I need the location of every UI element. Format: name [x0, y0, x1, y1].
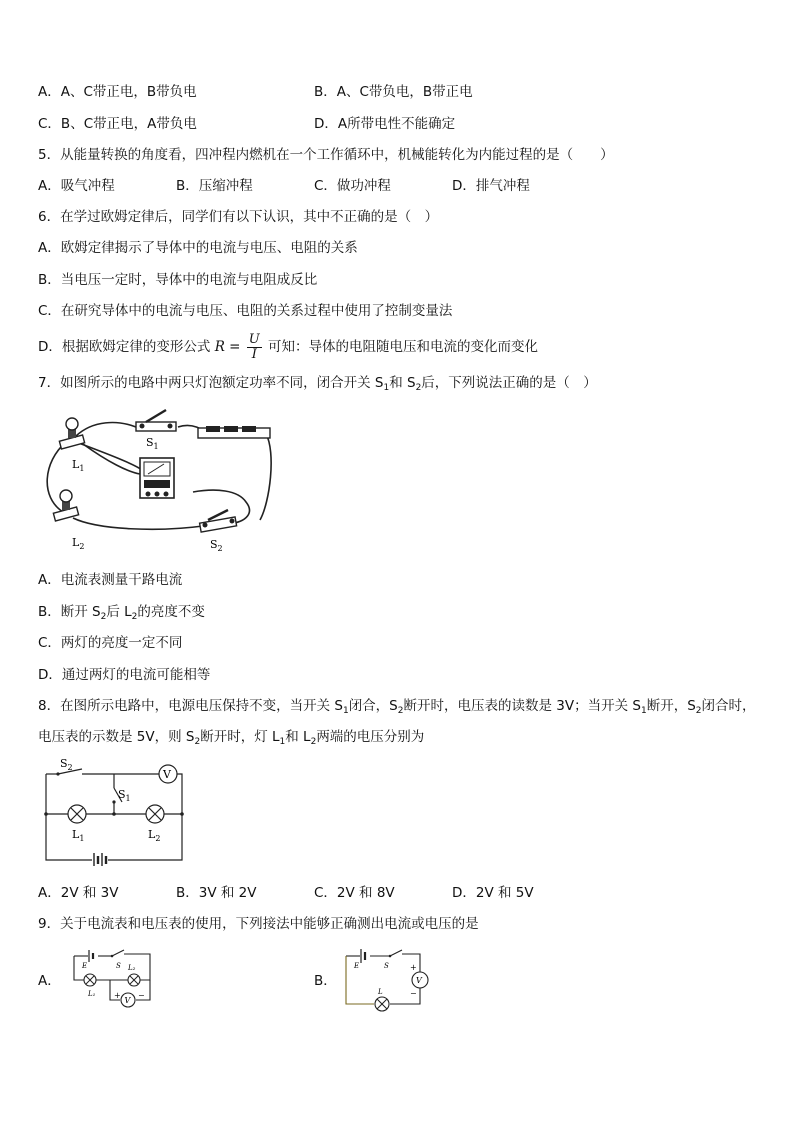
q6-option-c: C．在研究导体中的电流与电压、电阻的关系过程中使用了控制变量法 — [38, 303, 453, 319]
q7-option-b: B．断开 $S_2$后 $L_2$的亮度不变 — [38, 604, 205, 622]
fraction-denominator: I — [251, 346, 257, 362]
ohm-fraction — [247, 333, 262, 362]
lamp-l1-icon — [59, 418, 84, 449]
q9a-label-l1: L₁ — [88, 990, 96, 998]
q7-option-c: C．两灯的亮度一定不同 — [38, 635, 183, 651]
q9a-lamp-l1-icon — [84, 974, 96, 986]
q7-circuit-figure — [38, 402, 278, 554]
q6-option-a: A．欧姆定律揭示了导体中的电流与电压、电阻的关系 — [38, 240, 358, 256]
q9-option-a: A． — [38, 973, 61, 989]
q9a-voltmeter-icon — [121, 993, 135, 1007]
q9a-label-plus: + — [114, 991, 121, 1000]
q8-battery-icon — [94, 853, 106, 866]
q8-option-c: C．2V 和 8V — [314, 885, 395, 901]
q7-fig-label-s2: $S_2$ — [210, 538, 223, 553]
q4-option-d: D．A所带电性不能确定 — [314, 116, 456, 132]
q4-option-b: B．A、C带负电，B带正电 — [314, 84, 473, 100]
q5-option-b: B．压缩冲程 — [176, 178, 253, 194]
q9b-voltmeter-icon — [412, 972, 428, 988]
battery-box-icon — [198, 426, 270, 438]
q9b-lamp-icon — [375, 997, 389, 1011]
q8-fig-label-l1: $L_1$ — [72, 828, 85, 843]
q5-option-a: A．吸气冲程 — [38, 178, 115, 194]
q7-option-a: A．电流表测量干路电流 — [38, 572, 183, 588]
q6-option-d-prefix: D．根据欧姆定律的变形公式 — [38, 339, 211, 355]
q8-fig-label-s1: $S_1$ — [118, 788, 131, 803]
q4-option-a: A．A、C带正电，B带负电 — [38, 84, 197, 100]
q6-stem: 6．在学过欧姆定律后，同学们有以下认识，其中不正确的是（ ） — [38, 209, 439, 225]
ammeter-icon — [140, 458, 174, 498]
q8-lamp-l2-icon — [146, 805, 164, 823]
q9b-label-s: S — [384, 962, 389, 970]
q5-option-c: C．做功冲程 — [314, 178, 391, 194]
q8-fig-label-s2: $S_2$ — [60, 757, 73, 772]
lamp-l2-icon — [53, 490, 78, 521]
q7-stem: 7．如图所示的电路中两只灯泡额定功率不同，闭合开关 $S_1$和 $S_2$后，下列说法正确的是（ ） — [38, 375, 597, 393]
q9b-battery-icon — [361, 949, 365, 963]
q8-fig-label-l2: $L_2$ — [148, 828, 161, 843]
q8-stem-line2: 电压表的示数是 5V，则 $S_2$断开时，灯 $L_1$和 $L_2$两端的电压分别为 — [38, 729, 425, 747]
q7-fig-label-l1: $L_1$ — [72, 458, 85, 473]
q8-stem-line1: 8．在图所示电路中，电源电压保持不变，当开关 $S_1$闭合，$S_2$断开时，电压表的读数是 3V；当开关 $S_1$断开，$S_2$闭合时， — [38, 698, 756, 716]
q5-stem: 5．从能量转换的角度看，四冲程内燃机在一个工作循环中，机械能转化为内能过程的是（ ） — [38, 147, 614, 163]
q9a-label-e: E — [82, 962, 88, 970]
q9b-label-minus: − — [410, 989, 417, 998]
q9a-label-s: S — [116, 962, 121, 970]
q7-fig-label-l2: $L_2$ — [72, 536, 85, 551]
q9a-label-l2: L₂ — [128, 964, 136, 972]
q9b-label-plus: + — [410, 963, 417, 972]
q9a-lamp-l2-icon — [128, 974, 140, 986]
q4-option-c: C．B、C带正电，A带负电 — [38, 116, 197, 132]
q9b-label-e: E — [354, 962, 360, 970]
fraction-numerator: U — [248, 331, 260, 347]
q9b-switch-icon — [389, 950, 402, 957]
q8-fig-label-v: V — [163, 768, 171, 781]
q6-option-b: B．当电压一定时，导体中的电流与电阻成反比 — [38, 272, 318, 288]
q9-circuit-b-figure — [340, 946, 432, 1012]
q8-circuit-figure — [38, 756, 188, 866]
q9a-label-minus: − — [138, 991, 145, 1000]
formula-lhs: R = — [214, 339, 241, 355]
q9-circuit-a-figure — [70, 948, 156, 1010]
switch-s1-icon — [136, 410, 176, 431]
q9b-label-v: V — [416, 976, 422, 985]
q9b-label-l: L — [378, 988, 383, 996]
q8-option-a: A．2V 和 3V — [38, 885, 119, 901]
q8-option-d: D．2V 和 5V — [452, 885, 534, 901]
q9-stem: 9．关于电流表和电压表的使用，下列接法中能够正确测出电流或电压的是 — [38, 916, 479, 932]
q8-lamp-l1-icon — [68, 805, 86, 823]
q6-option-d-suffix: 可知：导体的电阻随电压和电流的变化而变化 — [268, 339, 539, 355]
q7-option-d: D．通过两灯的电流可能相等 — [38, 667, 211, 683]
voltmeter-icon — [159, 765, 177, 783]
q9-option-b: B． — [314, 973, 337, 989]
q7-fig-label-s1: $S_1$ — [146, 436, 159, 451]
q9a-switch-icon — [111, 950, 124, 957]
q8-option-b: B．3V 和 2V — [176, 885, 257, 901]
q9a-label-v: V — [124, 996, 131, 1005]
q5-option-d: D．排气冲程 — [452, 178, 530, 194]
switch-s2-icon — [200, 510, 237, 532]
q6-option-d — [38, 330, 538, 364]
q9a-battery-icon — [89, 950, 93, 962]
